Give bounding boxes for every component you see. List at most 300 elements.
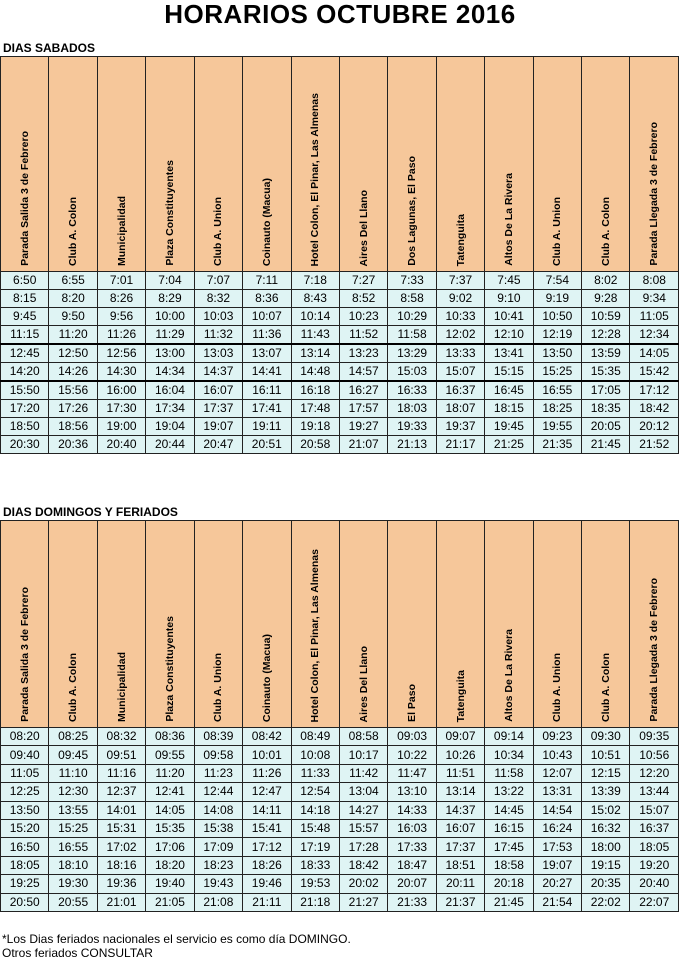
time-cell: 13:55 (49, 801, 97, 819)
time-cell: 12:54 (291, 783, 339, 801)
time-cell: 10:22 (388, 746, 436, 764)
time-cell: 20:27 (533, 875, 581, 893)
table-row (1, 272, 679, 290)
stop-header (1, 521, 49, 728)
time-cell: 7:07 (194, 272, 242, 290)
time-cell: 11:42 (339, 764, 387, 782)
time-cell: 17:57 (339, 400, 387, 418)
time-cell: 17:30 (97, 400, 145, 418)
time-cell: 8:43 (291, 290, 339, 308)
time-cell: 15:50 (1, 381, 49, 400)
stop-name: Plaza Constituyentes (163, 616, 176, 722)
saturday-schedule-body (1, 272, 679, 454)
time-cell: 14:26 (49, 363, 97, 382)
stop-name: Coinauto (Macua) (260, 177, 273, 266)
time-cell: 21:35 (533, 436, 581, 454)
table-row (1, 308, 679, 326)
time-cell: 22:07 (630, 893, 679, 911)
time-cell: 15:15 (485, 363, 533, 382)
table-row (1, 838, 679, 856)
time-cell: 16:04 (146, 381, 194, 400)
time-cell: 18:58 (485, 856, 533, 874)
stop-header (436, 521, 484, 728)
time-cell: 12:02 (436, 326, 484, 345)
table-row (1, 764, 679, 782)
time-cell: 19:55 (533, 418, 581, 436)
time-cell: 21:33 (388, 893, 436, 911)
time-cell: 11:05 (1, 764, 49, 782)
time-cell: 8:32 (194, 290, 242, 308)
time-cell: 21:27 (339, 893, 387, 911)
time-cell: 08:32 (97, 728, 145, 746)
time-cell: 18:00 (582, 838, 630, 856)
time-cell: 17:09 (194, 838, 242, 856)
sunday-label: DIAS DOMINGOS Y FERIADOS (3, 505, 178, 519)
time-cell: 12:34 (630, 326, 679, 345)
time-cell: 11:52 (339, 326, 387, 345)
time-cell: 09:23 (533, 728, 581, 746)
time-cell: 14:37 (194, 363, 242, 382)
time-cell: 18:56 (49, 418, 97, 436)
time-cell: 12:56 (97, 344, 145, 363)
stop-header (146, 57, 194, 272)
time-cell: 17:34 (146, 400, 194, 418)
time-cell: 17:48 (291, 400, 339, 418)
time-cell: 10:43 (533, 746, 581, 764)
stop-name: Club A. Colon (67, 652, 80, 722)
table-row (1, 875, 679, 893)
stop-name: Hotel Colon, El Pinar, Las Almenas (309, 92, 322, 266)
time-cell: 8:36 (243, 290, 291, 308)
time-cell: 6:55 (49, 272, 97, 290)
time-cell: 18:15 (485, 400, 533, 418)
time-cell: 6:50 (1, 272, 49, 290)
time-cell: 14:20 (1, 363, 49, 382)
time-cell: 19:36 (97, 875, 145, 893)
time-cell: 21:13 (388, 436, 436, 454)
time-cell: 11:26 (243, 764, 291, 782)
saturday-section (0, 40, 680, 454)
time-cell: 10:01 (243, 746, 291, 764)
time-cell: 17:37 (436, 838, 484, 856)
table-row (1, 363, 679, 382)
time-cell: 18:33 (291, 856, 339, 874)
stop-header (582, 57, 630, 272)
stop-name: Club A. Colon (67, 196, 80, 266)
stop-header (339, 57, 387, 272)
time-cell: 18:05 (630, 838, 679, 856)
time-cell: 11:51 (436, 764, 484, 782)
time-cell: 21:08 (194, 893, 242, 911)
stop-name: Dos Lagunas, El Paso (406, 156, 419, 266)
time-cell: 18:26 (243, 856, 291, 874)
time-cell: 12:47 (243, 783, 291, 801)
time-cell: 12:45 (1, 344, 49, 363)
time-cell: 18:35 (582, 400, 630, 418)
time-cell: 14:34 (146, 363, 194, 382)
stop-header (630, 521, 679, 728)
time-cell: 13:10 (388, 783, 436, 801)
time-cell: 15:38 (194, 819, 242, 837)
time-cell: 7:45 (485, 272, 533, 290)
time-cell: 13:07 (243, 344, 291, 363)
stop-header (97, 57, 145, 272)
stop-header (194, 57, 242, 272)
time-cell: 17:06 (146, 838, 194, 856)
time-cell: 08:58 (339, 728, 387, 746)
time-cell: 21:45 (582, 436, 630, 454)
time-cell: 15:07 (630, 801, 679, 819)
time-cell: 20:12 (630, 418, 679, 436)
time-cell: 13:03 (194, 344, 242, 363)
stop-header (582, 521, 630, 728)
time-cell: 11:20 (146, 764, 194, 782)
stop-name: Club A. Union (551, 652, 564, 722)
time-cell: 16:33 (388, 381, 436, 400)
time-cell: 16:07 (436, 819, 484, 837)
time-cell: 12:37 (97, 783, 145, 801)
time-cell: 13:41 (485, 344, 533, 363)
time-cell: 19:04 (146, 418, 194, 436)
time-cell: 21:17 (436, 436, 484, 454)
saturday-header-row (1, 57, 679, 272)
table-row (1, 400, 679, 418)
sunday-section (0, 504, 680, 912)
time-cell: 13:59 (582, 344, 630, 363)
stop-name: Municipalidad (115, 195, 128, 266)
time-cell: 19:37 (436, 418, 484, 436)
time-cell: 19:33 (388, 418, 436, 436)
time-cell: 20:02 (339, 875, 387, 893)
time-cell: 14:18 (291, 801, 339, 819)
time-cell: 11:47 (388, 764, 436, 782)
saturday-schedule-table (0, 56, 679, 454)
time-cell: 13:14 (291, 344, 339, 363)
time-cell: 17:05 (582, 381, 630, 400)
time-cell: 15:42 (630, 363, 679, 382)
time-cell: 09:30 (582, 728, 630, 746)
time-cell: 19:07 (533, 856, 581, 874)
time-cell: 13:31 (533, 783, 581, 801)
time-cell: 13:22 (485, 783, 533, 801)
time-cell: 19:43 (194, 875, 242, 893)
time-cell: 08:20 (1, 728, 49, 746)
time-cell: 13:50 (533, 344, 581, 363)
stop-header (243, 57, 291, 272)
time-cell: 11:16 (97, 764, 145, 782)
time-cell: 19:00 (97, 418, 145, 436)
time-cell: 13:44 (630, 783, 679, 801)
time-cell: 17:33 (388, 838, 436, 856)
time-cell: 11:36 (243, 326, 291, 345)
time-cell: 11:32 (194, 326, 242, 345)
time-cell: 17:28 (339, 838, 387, 856)
time-cell: 9:10 (485, 290, 533, 308)
stop-header (339, 521, 387, 728)
stop-name: Club A. Union (212, 652, 225, 722)
stop-header (291, 57, 339, 272)
time-cell: 16:27 (339, 381, 387, 400)
time-cell: 20:30 (1, 436, 49, 454)
time-cell: 20:35 (582, 875, 630, 893)
time-cell: 15:56 (49, 381, 97, 400)
time-cell: 16:37 (630, 819, 679, 837)
stop-name: Plaza Constituyentes (163, 160, 176, 266)
time-cell: 13:39 (582, 783, 630, 801)
time-cell: 12:30 (49, 783, 97, 801)
time-cell: 12:28 (582, 326, 630, 345)
time-cell: 18:07 (436, 400, 484, 418)
time-cell: 12:10 (485, 326, 533, 345)
time-cell: 15:07 (436, 363, 484, 382)
time-cell: 14:01 (97, 801, 145, 819)
time-cell: 16:15 (485, 819, 533, 837)
stop-name: Parada Salida 3 de Febrero (18, 131, 31, 266)
stop-name: Tatenguita (454, 213, 467, 266)
table-row (1, 893, 679, 911)
time-cell: 12:44 (194, 783, 242, 801)
time-cell: 7:54 (533, 272, 581, 290)
time-cell: 15:48 (291, 819, 339, 837)
time-cell: 20:55 (49, 893, 97, 911)
time-cell: 10:17 (339, 746, 387, 764)
time-cell: 10:00 (146, 308, 194, 326)
table-row (1, 746, 679, 764)
stop-name: Club A. Colon (599, 652, 612, 722)
time-cell: 17:12 (630, 381, 679, 400)
time-cell: 17:20 (1, 400, 49, 418)
time-cell: 11:58 (485, 764, 533, 782)
time-cell: 17:45 (485, 838, 533, 856)
stop-header (1, 57, 49, 272)
time-cell: 9:19 (533, 290, 581, 308)
time-cell: 18:42 (630, 400, 679, 418)
time-cell: 18:42 (339, 856, 387, 874)
time-cell: 21:37 (436, 893, 484, 911)
time-cell: 20:18 (485, 875, 533, 893)
time-cell: 15:25 (49, 819, 97, 837)
time-cell: 19:11 (243, 418, 291, 436)
time-cell: 19:45 (485, 418, 533, 436)
time-cell: 16:03 (388, 819, 436, 837)
stop-header (194, 521, 242, 728)
time-cell: 21:45 (485, 893, 533, 911)
time-cell: 09:14 (485, 728, 533, 746)
time-cell: 20:07 (388, 875, 436, 893)
time-cell: 09:40 (1, 746, 49, 764)
time-cell: 18:05 (1, 856, 49, 874)
time-cell: 8:02 (582, 272, 630, 290)
time-cell: 16:24 (533, 819, 581, 837)
time-cell: 7:27 (339, 272, 387, 290)
table-row (1, 326, 679, 345)
time-cell: 13:04 (339, 783, 387, 801)
time-cell: 11:43 (291, 326, 339, 345)
time-cell: 08:25 (49, 728, 97, 746)
stop-name: Aires Del Llano (357, 645, 370, 722)
time-cell: 14:33 (388, 801, 436, 819)
time-cell: 19:40 (146, 875, 194, 893)
saturday-label: DIAS SABADOS (3, 41, 96, 55)
time-cell: 15:25 (533, 363, 581, 382)
time-cell: 13:23 (339, 344, 387, 363)
time-cell: 11:58 (388, 326, 436, 345)
time-cell: 8:20 (49, 290, 97, 308)
stop-header (146, 521, 194, 728)
stop-header (485, 521, 533, 728)
time-cell: 21:11 (243, 893, 291, 911)
time-cell: 20:40 (630, 875, 679, 893)
time-cell: 21:54 (533, 893, 581, 911)
time-cell: 09:51 (97, 746, 145, 764)
time-cell: 10:56 (630, 746, 679, 764)
time-cell: 16:55 (533, 381, 581, 400)
footnote-line-2: Otros feriados CONSULTAR (2, 946, 153, 960)
time-cell: 11:15 (1, 326, 49, 345)
stop-name: Hotel Colon, El Pinar, Las Almenas (309, 548, 322, 722)
time-cell: 12:20 (630, 764, 679, 782)
time-cell: 16:37 (436, 381, 484, 400)
table-row (1, 801, 679, 819)
time-cell: 18:10 (49, 856, 97, 874)
time-cell: 10:29 (388, 308, 436, 326)
stop-name: Parada Llegada 3 de Febrero (648, 122, 661, 266)
time-cell: 8:58 (388, 290, 436, 308)
stop-name: Club A. Union (551, 196, 564, 266)
time-cell: 8:08 (630, 272, 679, 290)
time-cell: 11:33 (291, 764, 339, 782)
time-cell: 20:05 (582, 418, 630, 436)
time-cell: 10:07 (243, 308, 291, 326)
time-cell: 15:20 (1, 819, 49, 837)
stop-header (533, 57, 581, 272)
time-cell: 21:52 (630, 436, 679, 454)
time-cell: 16:32 (582, 819, 630, 837)
time-cell: 10:03 (194, 308, 242, 326)
time-cell: 14:11 (243, 801, 291, 819)
time-cell: 18:20 (146, 856, 194, 874)
stop-header (49, 521, 97, 728)
time-cell: 10:41 (485, 308, 533, 326)
time-cell: 19:46 (243, 875, 291, 893)
time-cell: 21:07 (339, 436, 387, 454)
time-cell: 21:18 (291, 893, 339, 911)
footnote (2, 932, 351, 960)
time-cell: 18:47 (388, 856, 436, 874)
time-cell: 12:41 (146, 783, 194, 801)
stop-name: Club A. Union (212, 196, 225, 266)
time-cell: 13:33 (436, 344, 484, 363)
time-cell: 9:56 (97, 308, 145, 326)
time-cell: 08:42 (243, 728, 291, 746)
time-cell: 7:37 (436, 272, 484, 290)
time-cell: 14:05 (146, 801, 194, 819)
stop-header (485, 57, 533, 272)
time-cell: 9:45 (1, 308, 49, 326)
time-cell: 08:39 (194, 728, 242, 746)
stop-header (97, 521, 145, 728)
time-cell: 15:35 (146, 819, 194, 837)
time-cell: 14:27 (339, 801, 387, 819)
time-cell: 15:31 (97, 819, 145, 837)
time-cell: 14:05 (630, 344, 679, 363)
time-cell: 17:41 (243, 400, 291, 418)
time-cell: 15:35 (582, 363, 630, 382)
table-row (1, 418, 679, 436)
time-cell: 8:26 (97, 290, 145, 308)
time-cell: 22:02 (582, 893, 630, 911)
table-row (1, 381, 679, 400)
time-cell: 20:51 (243, 436, 291, 454)
time-cell: 10:14 (291, 308, 339, 326)
time-cell: 18:16 (97, 856, 145, 874)
stop-header (630, 57, 679, 272)
table-row (1, 783, 679, 801)
time-cell: 17:53 (533, 838, 581, 856)
time-cell: 11:23 (194, 764, 242, 782)
time-cell: 7:11 (243, 272, 291, 290)
time-cell: 17:12 (243, 838, 291, 856)
time-cell: 14:45 (485, 801, 533, 819)
time-cell: 18:23 (194, 856, 242, 874)
time-cell: 12:25 (1, 783, 49, 801)
time-cell: 14:08 (194, 801, 242, 819)
time-cell: 09:07 (436, 728, 484, 746)
time-cell: 19:25 (1, 875, 49, 893)
time-cell: 14:48 (291, 363, 339, 382)
time-cell: 8:52 (339, 290, 387, 308)
time-cell: 19:18 (291, 418, 339, 436)
time-cell: 9:02 (436, 290, 484, 308)
time-cell: 17:26 (49, 400, 97, 418)
time-cell: 12:15 (582, 764, 630, 782)
time-cell: 19:07 (194, 418, 242, 436)
time-cell: 7:01 (97, 272, 145, 290)
time-cell: 20:40 (97, 436, 145, 454)
time-cell: 8:15 (1, 290, 49, 308)
time-cell: 16:55 (49, 838, 97, 856)
time-cell: 14:41 (243, 363, 291, 382)
time-cell: 10:50 (533, 308, 581, 326)
time-cell: 19:27 (339, 418, 387, 436)
time-cell: 7:18 (291, 272, 339, 290)
time-cell: 7:04 (146, 272, 194, 290)
stop-header (533, 521, 581, 728)
time-cell: 16:11 (243, 381, 291, 400)
time-cell: 17:37 (194, 400, 242, 418)
time-cell: 10:33 (436, 308, 484, 326)
stop-name: Aires Del Llano (357, 189, 370, 266)
time-cell: 20:47 (194, 436, 242, 454)
stop-name: Altos De La Rivera (502, 173, 515, 266)
time-cell: 12:19 (533, 326, 581, 345)
time-cell: 09:03 (388, 728, 436, 746)
time-cell: 10:26 (436, 746, 484, 764)
time-cell: 09:58 (194, 746, 242, 764)
time-cell: 15:02 (582, 801, 630, 819)
time-cell: 8:29 (146, 290, 194, 308)
time-cell: 10:51 (582, 746, 630, 764)
time-cell: 19:53 (291, 875, 339, 893)
time-cell: 19:15 (582, 856, 630, 874)
time-cell: 09:35 (630, 728, 679, 746)
stop-header (243, 521, 291, 728)
time-cell: 11:26 (97, 326, 145, 345)
time-cell: 12:07 (533, 764, 581, 782)
sunday-header-row (1, 521, 679, 728)
table-row (1, 290, 679, 308)
time-cell: 11:05 (630, 308, 679, 326)
